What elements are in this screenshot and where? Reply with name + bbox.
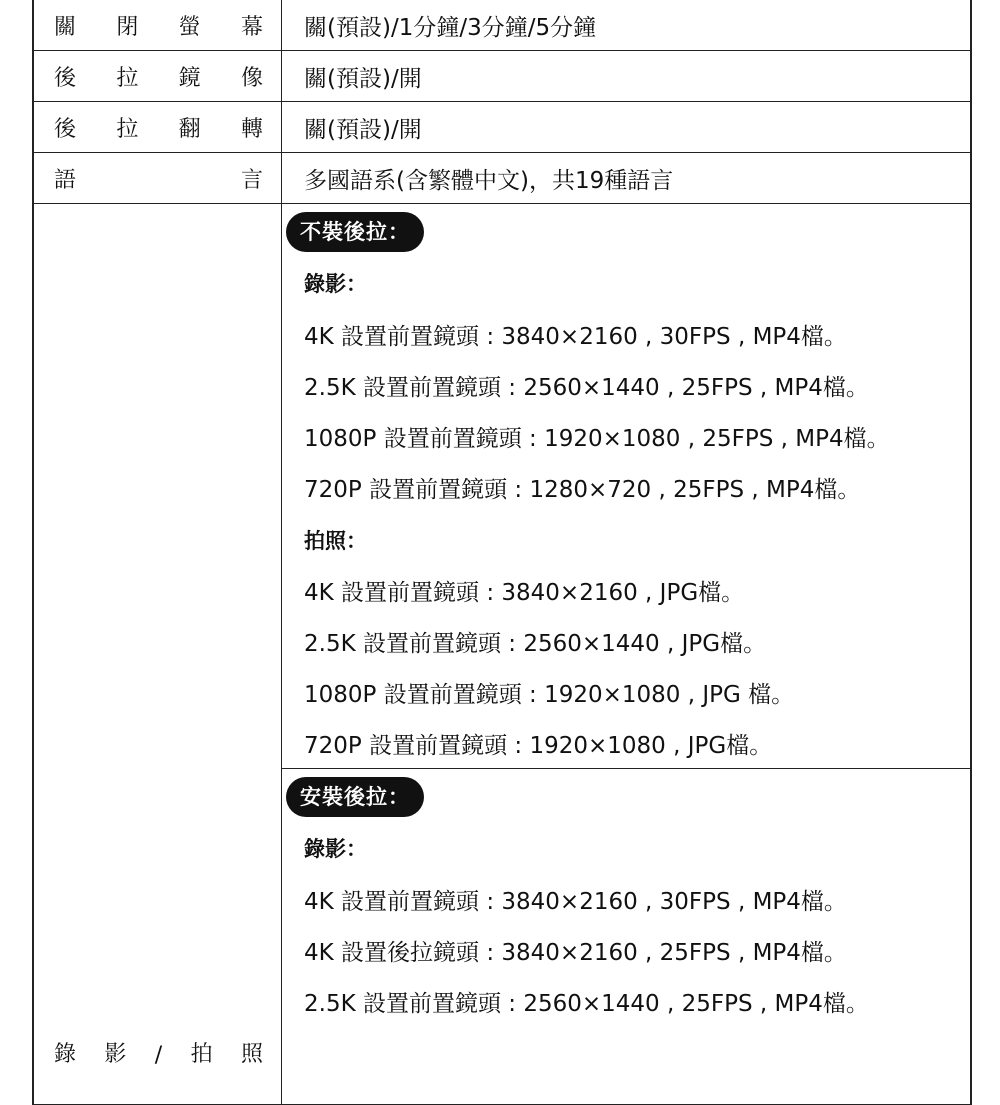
row-label: 後 拉 翻 轉 <box>34 102 282 152</box>
section-badge: 不裝後拉： <box>286 212 424 252</box>
spec-line: 4K 設置前置鏡頭 : 3840×2160 , JPG檔。 <box>304 580 745 606</box>
spec-row-screen-off <box>34 0 970 51</box>
video-heading: 錄影： <box>304 272 367 296</box>
spec-row-rear-mirror <box>34 51 970 102</box>
spec-table <box>32 0 972 1105</box>
video-heading: 錄影： <box>304 837 367 861</box>
row-value: 關(預設)/開 <box>304 65 422 92</box>
row-value: 關(預設)/1分鐘/3分鐘/5分鐘 <box>304 14 597 41</box>
spec-line: 720P 設置前置鏡頭 : 1920×1080 , JPG檔。 <box>304 733 773 759</box>
section-badge: 安裝後拉： <box>286 777 424 817</box>
spec-row-language <box>34 153 970 204</box>
spec-line: 4K 設置前置鏡頭 : 3840×2160 , 30FPS , MP4檔。 <box>304 324 847 350</box>
row-value: 關(預設)/開 <box>304 116 422 143</box>
row-label: 關 閉 螢 幕 <box>34 0 282 50</box>
spec-line: 720P 設置前置鏡頭 : 1280×720 , 25FPS , MP4檔。 <box>304 477 861 503</box>
row-label: 語 言 <box>34 153 282 203</box>
spec-line: 2.5K 設置前置鏡頭 : 2560×1440 , JPG檔。 <box>304 631 767 657</box>
section-without-rear-cam <box>282 204 970 769</box>
record-photo-details <box>282 204 970 1104</box>
spec-line: 1080P 設置前置鏡頭 : 1920×1080 , JPG 檔。 <box>304 682 795 708</box>
row-value: 多國語系(含繁體中文)，共19種語言 <box>304 167 674 194</box>
row-label: 後 拉 鏡 像 <box>34 51 282 101</box>
spec-line: 4K 設置後拉鏡頭 : 3840×2160 , 25FPS , MP4檔。 <box>304 940 847 966</box>
spec-row-record-photo <box>34 204 970 1105</box>
spec-line: 2.5K 設置前置鏡頭 : 2560×1440 , 25FPS , MP4檔。 <box>304 375 869 401</box>
row-label: 錄 影 / 拍 照 <box>34 204 282 1104</box>
spec-row-rear-flip <box>34 102 970 153</box>
photo-heading: 拍照： <box>304 529 367 553</box>
spec-line: 1080P 設置前置鏡頭 : 1920×1080 , 25FPS , MP4檔。 <box>304 426 890 452</box>
spec-line: 2.5K 設置前置鏡頭 : 2560×1440 , 25FPS , MP4檔。 <box>304 991 869 1017</box>
spec-line: 4K 設置前置鏡頭 : 3840×2160 , 30FPS , MP4檔。 <box>304 889 847 915</box>
